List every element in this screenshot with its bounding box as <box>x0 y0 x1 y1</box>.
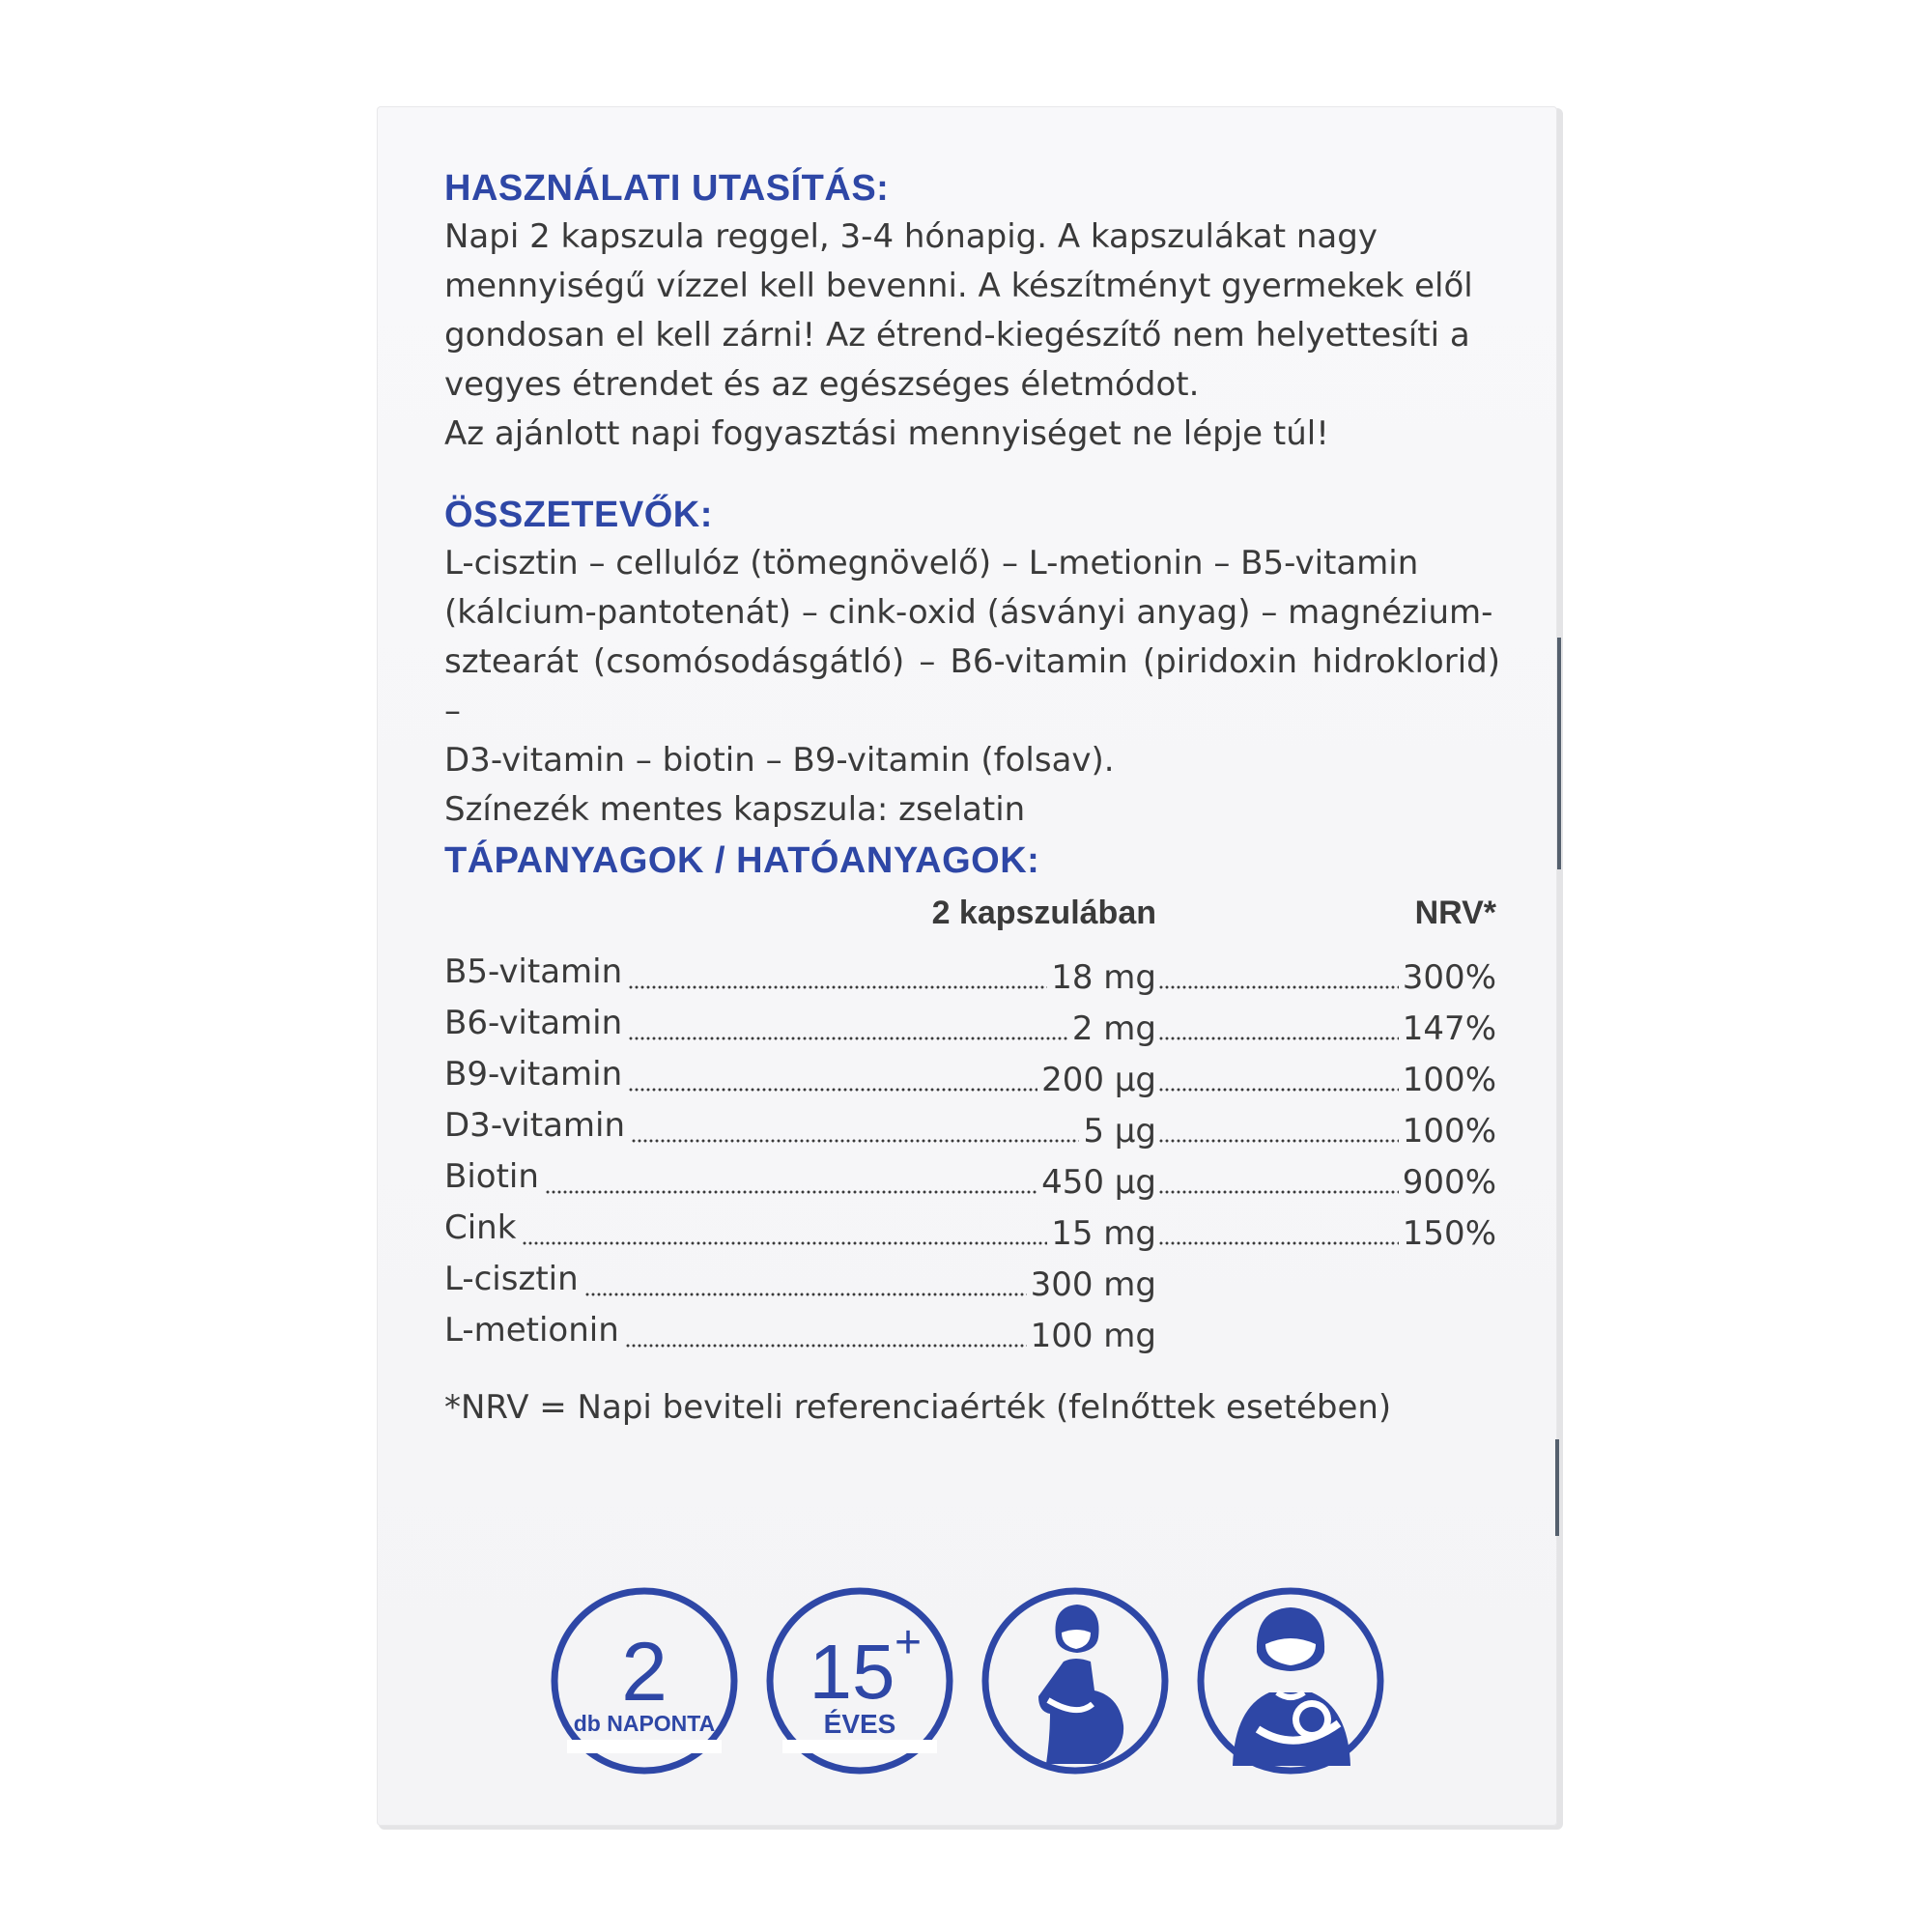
nutrient-amount: 15 mg <box>1051 1214 1156 1253</box>
column-header-nrv: NRV* <box>1414 895 1496 931</box>
ingredients-line: L-cisztin – cellulóz (tömegnövelő) – L-metionin – B5-vitamin <box>444 544 1419 582</box>
nutrient-amount: 450 µg <box>1041 1163 1156 1202</box>
nutrient-row <box>444 1004 1500 1055</box>
usage-text <box>444 213 1500 459</box>
usage-section <box>444 164 1500 459</box>
nrv-footnote: *NRV = Napi beviteli referenciaérték (felnőttek esetében) <box>444 1388 1392 1427</box>
nutrient-amount: 300 mg <box>1030 1265 1156 1304</box>
nutrient-name: Cink <box>444 1208 517 1247</box>
dot-leader <box>625 1344 1027 1348</box>
nutrients-section <box>444 837 1500 1433</box>
usage-heading: HASZNÁLATI UTASÍTÁS: <box>444 168 890 209</box>
nutrient-nrv: 900% <box>1402 1163 1496 1202</box>
nutrient-name: B9-vitamin <box>444 1055 623 1094</box>
ingredients-line: D3-vitamin – biotin – B9-vitamin (folsav). <box>444 741 1115 780</box>
dot-leader <box>1158 1190 1399 1194</box>
dot-leader <box>584 1293 1027 1296</box>
nutrient-nrv: 147% <box>1402 1009 1496 1048</box>
age-limit-number: 15 <box>809 1629 895 1715</box>
ingredients-text <box>444 539 1500 835</box>
nutrient-amount: 2 mg <box>1071 1009 1156 1048</box>
nutrient-name: B5-vitamin <box>444 952 623 991</box>
nutrient-name: B6-vitamin <box>444 1004 623 1042</box>
usage-line: Az ajánlott napi fogyasztási mennyiséget ne lépje túl! <box>444 414 1329 453</box>
usage-line: vegyes étrendet és az egészséges életmódot. <box>444 365 1200 404</box>
usage-line: gondosan el kell zárni! Az étrend-kiegészítő nem helyettesíti a <box>444 316 1470 355</box>
nutrient-nrv: 100% <box>1402 1061 1496 1099</box>
nutrient-row <box>444 1106 1500 1157</box>
age-limit-icon <box>763 1584 956 1777</box>
dot-leader <box>1158 1241 1399 1245</box>
dot-leader <box>545 1190 1037 1194</box>
age-limit-plus: + <box>894 1617 923 1668</box>
nutrient-name: D3-vitamin <box>444 1106 626 1145</box>
ingredients-heading: ÖSSZETEVŐK: <box>444 495 713 535</box>
nutrient-row <box>444 1311 1500 1362</box>
dot-leader <box>628 985 1047 989</box>
nutrient-nrv: 150% <box>1402 1214 1496 1253</box>
nutrient-name: L-metionin <box>444 1311 619 1350</box>
ingredients-line: sztearát (csomósodásgátló) – B6-vitamin (piridoxin hidroklorid) – <box>444 642 1500 730</box>
dot-leader <box>1158 1088 1399 1092</box>
ingredients-section <box>444 491 1500 835</box>
nutrient-nrv: 300% <box>1402 958 1496 997</box>
dot-leader <box>522 1241 1047 1245</box>
nutrient-name: Biotin <box>444 1157 539 1196</box>
dot-leader <box>631 1139 1079 1143</box>
breastfeeding-woman-icon <box>1194 1584 1387 1777</box>
pregnant-woman-icon <box>979 1584 1172 1777</box>
daily-dose-icon <box>548 1584 741 1777</box>
nutrient-name: L-cisztin <box>444 1260 579 1298</box>
dot-leader <box>1158 985 1399 989</box>
dot-leader <box>1158 1139 1399 1143</box>
nutrients-heading: TÁPANYAGOK / HATÓANYAGOK: <box>444 840 1040 881</box>
column-header-amount: 2 kapszulában <box>931 895 1156 931</box>
usage-line: Napi 2 kapszula reggel, 3-4 hónapig. A kapszulákat nagy <box>444 217 1378 256</box>
nutrient-row <box>444 1260 1500 1311</box>
usage-line: mennyiségű vízzel kell bevenni. A készítményt gyermekek elől <box>444 267 1473 305</box>
nutrients-table <box>444 952 1500 1362</box>
nutrient-nrv: 100% <box>1402 1112 1496 1151</box>
nutrient-row <box>444 1157 1500 1208</box>
nutrient-amount: 18 mg <box>1051 958 1156 997</box>
box-edge-mark <box>1555 1439 1559 1536</box>
pictogram-row <box>548 1584 1398 1777</box>
nutrient-amount: 100 mg <box>1030 1317 1156 1355</box>
ingredients-line: Színezék mentes kapszula: zselatin <box>444 790 1026 829</box>
daily-dose-label: db NAPONTA <box>573 1711 716 1736</box>
dot-leader <box>628 1088 1037 1092</box>
age-limit-label: ÉVES <box>823 1709 896 1739</box>
dot-leader <box>628 1037 1068 1040</box>
nutrient-amount: 5 µg <box>1083 1112 1156 1151</box>
dot-leader <box>1158 1037 1399 1040</box>
nutrient-amount: 200 µg <box>1041 1061 1156 1099</box>
ingredients-line: (kálcium-pantotenát) – cink-oxid (ásványi anyag) – magnézium- <box>444 593 1493 632</box>
nutrient-row <box>444 1208 1500 1260</box>
daily-dose-number: 2 <box>621 1626 668 1719</box>
nutrient-row <box>444 1055 1500 1106</box>
nutrients-table-header <box>444 895 1500 952</box>
nutrient-row <box>444 952 1500 1004</box>
box-edge-mark <box>1557 638 1561 869</box>
